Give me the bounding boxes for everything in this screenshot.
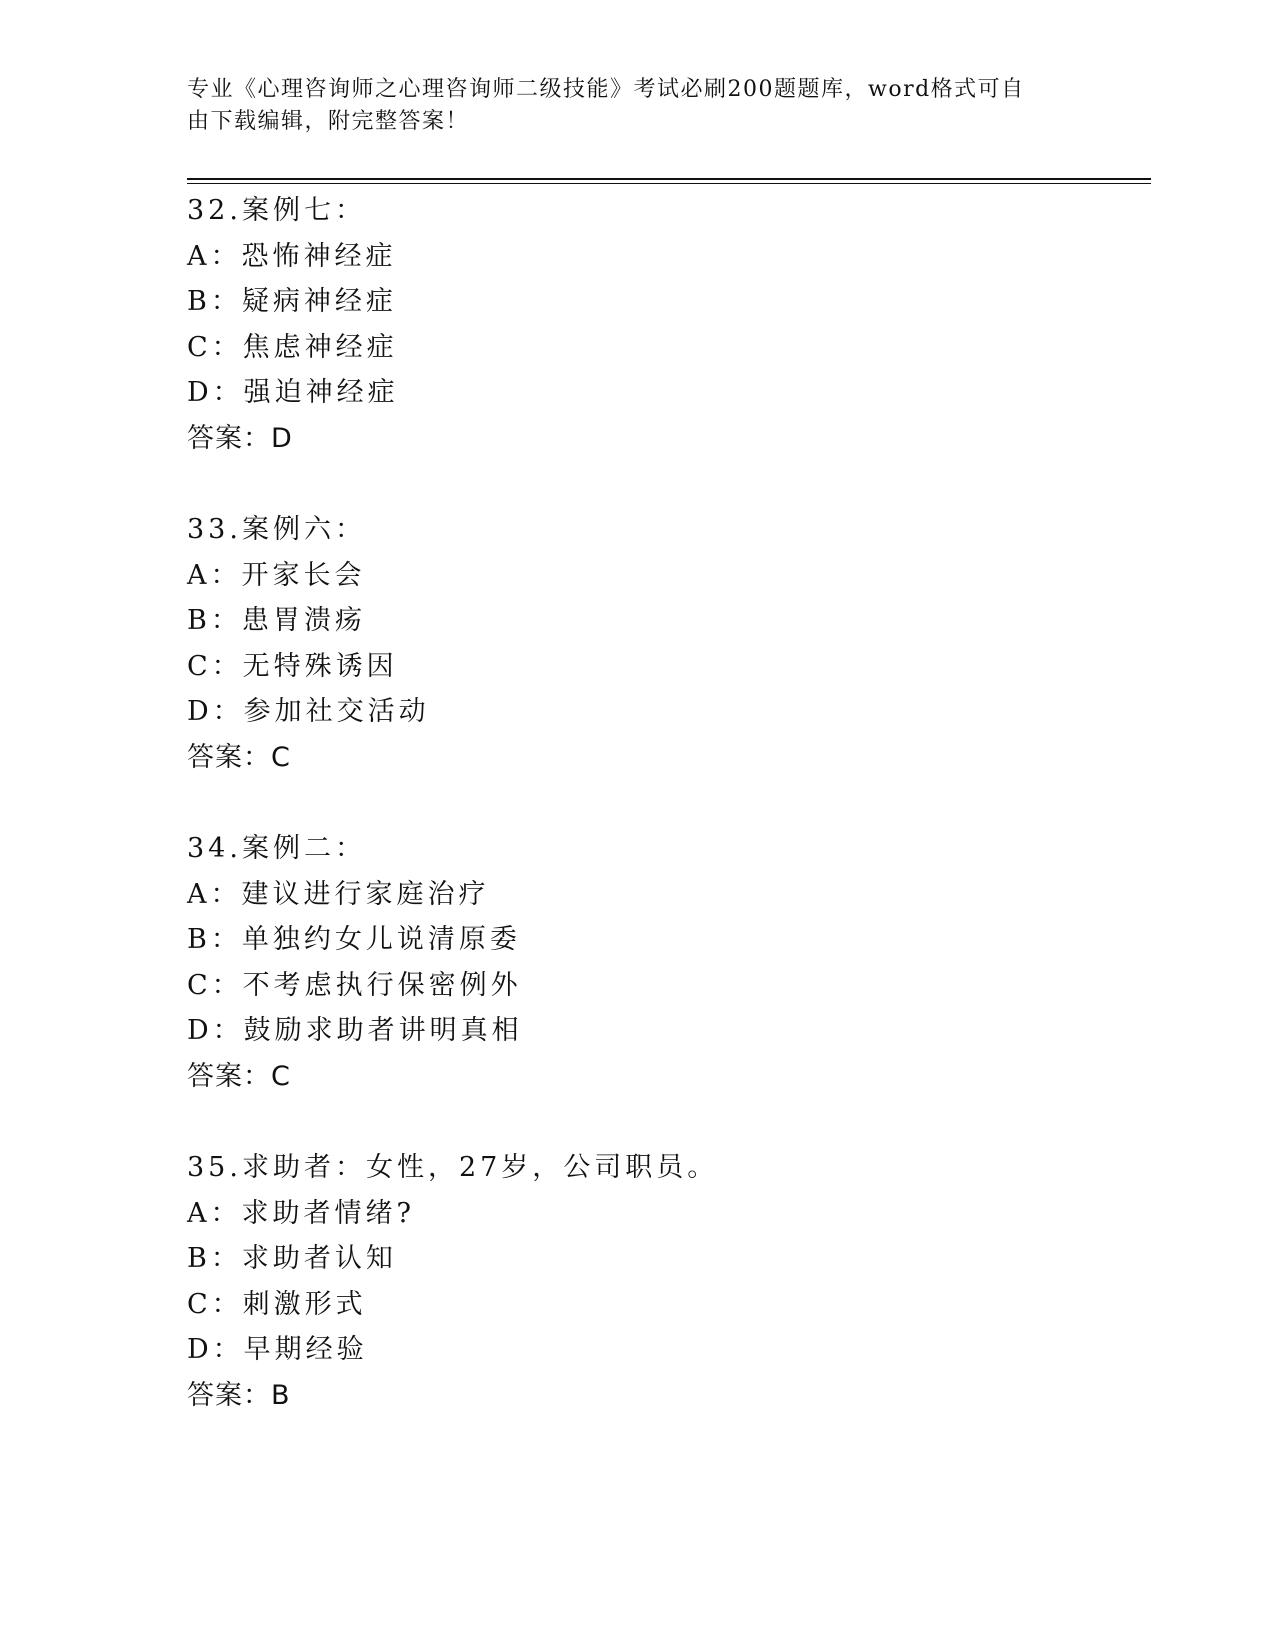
question-33 [187, 507, 1151, 780]
option-d: D：参加社交活动 [187, 696, 430, 727]
question-35 [187, 1145, 1151, 1418]
question-stem: 33.案例六： [187, 514, 366, 545]
option-c: C：不考虑执行保密例外 [187, 969, 522, 1001]
option-d: D：强迫神经症 [187, 377, 399, 408]
question-stem: 35.求助者：女性，27岁，公司职员。 [187, 1152, 719, 1183]
option-b: B：单独约女儿说清原委 [187, 924, 521, 955]
option-a: A：建议进行家庭治疗 [187, 878, 490, 910]
answer-line: 答案：C [187, 741, 291, 773]
option-b: B：患胃溃疡 [187, 605, 366, 636]
option-c: C：无特殊诱因 [187, 650, 398, 682]
option-d: D：早期经验 [187, 1334, 368, 1365]
question-stem: 32.案例七： [187, 195, 366, 226]
header-line-1: 专业《心理咨询师之心理咨询师二级技能》考试必刷200题题库，word格式可自 [187, 77, 1025, 102]
option-a: A：恐怖神经症 [187, 240, 397, 272]
answer-line: 答案：C [187, 1060, 291, 1092]
answer-line: 答案：B [187, 1379, 291, 1411]
header-divider-thick [187, 178, 1151, 180]
question-list [187, 188, 1151, 1464]
option-a: A：求助者情绪? [187, 1197, 415, 1229]
option-c: C：刺激形式 [187, 1288, 367, 1320]
option-b: B：疑病神经症 [187, 286, 397, 317]
option-b: B：求助者认知 [187, 1243, 397, 1274]
question-stem: 34.案例二： [187, 833, 366, 864]
header-line-2: 由下载编辑，附完整答案！ [187, 109, 470, 134]
answer-line: 答案：D [187, 422, 293, 454]
option-d: D：鼓励求助者讲明真相 [187, 1015, 523, 1046]
option-c: C：焦虑神经症 [187, 331, 398, 363]
header-divider-thin [187, 183, 1151, 184]
question-32 [187, 188, 1151, 461]
document-header [187, 74, 1067, 138]
option-a: A：开家长会 [187, 559, 366, 591]
question-34 [187, 826, 1151, 1099]
